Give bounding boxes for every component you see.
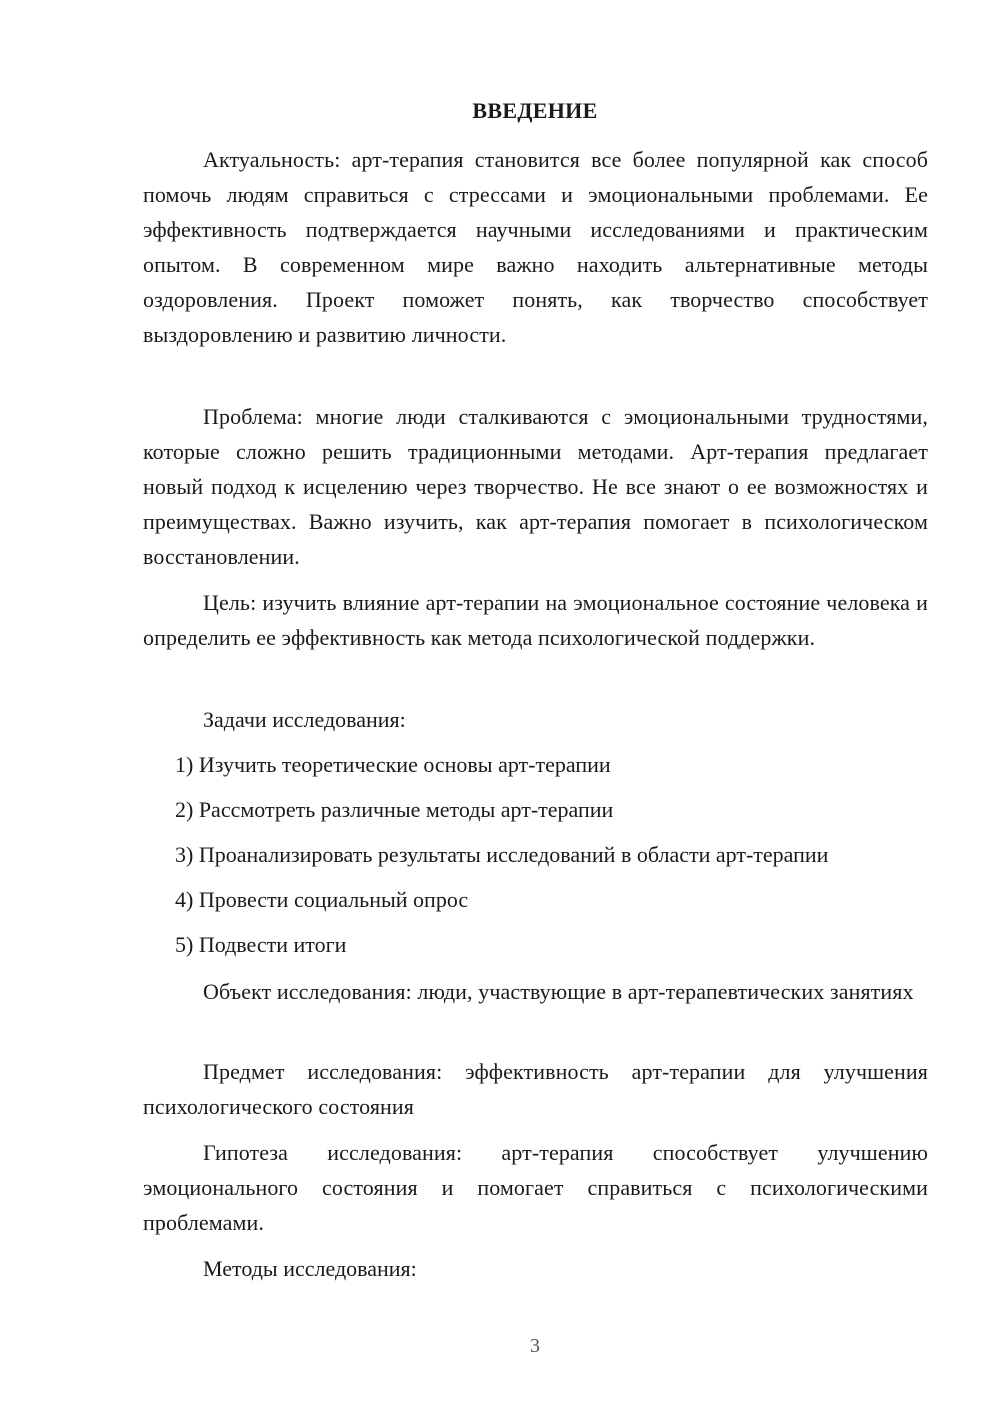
task-item-2: 2) Рассмотреть различные методы арт-терапии [175,797,614,822]
problem-paragraph: Проблема: многие люди сталкиваются с эмоциональными трудностями, которые сложно решить традиционными методами. Арт-терапия предлагает новый подход к исцелению через творчество. Не все знают о ее возможностях и преимуществах. Важно изучить, как арт-терапия помогает в психологическом восстановлении. [143,404,928,569]
section-heading: ВВЕДЕНИЕ [472,98,598,123]
object-paragraph: Объект исследования: люди, участвующие в арт-терапевтических занятиях [203,979,914,1004]
relevance-paragraph: Актуальность: арт-терапия становится все более популярной как способ помочь людям справиться с стрессами и эмоциональными проблемами. Ее эффективность подтверждается научными исследованиями и практическим опытом. В современном мире важно находить альтернативные методы оздоровления. Проект поможет понять, как творчество способствует выздоровлению и развитию личности. [143,147,928,347]
task-item-1: 1) Изучить теоретические основы арт-терапии [175,752,611,777]
task-item-5: 5) Подвести итоги [175,932,347,957]
goal-paragraph: Цель: изучить влияние арт-терапии на эмоциональное состояние человека и определить ее эффективность как метода психологической поддержки. [143,590,928,650]
methods-heading: Методы исследования: [203,1256,417,1281]
page-number: 3 [530,1335,540,1357]
subject-paragraph: Предмет исследования: эффективность арт-терапии для улучшения психологического состояния [143,1059,928,1119]
tasks-heading: Задачи исследования: [203,707,406,732]
task-item-3: 3) Проанализировать результаты исследований в области арт-терапии [175,842,829,867]
hypothesis-paragraph: Гипотеза исследования: арт-терапия способствует улучшению эмоционального состояния и помогает справиться с психологическими проблемами. [143,1140,928,1235]
task-item-4: 4) Провести социальный опрос [175,887,469,912]
